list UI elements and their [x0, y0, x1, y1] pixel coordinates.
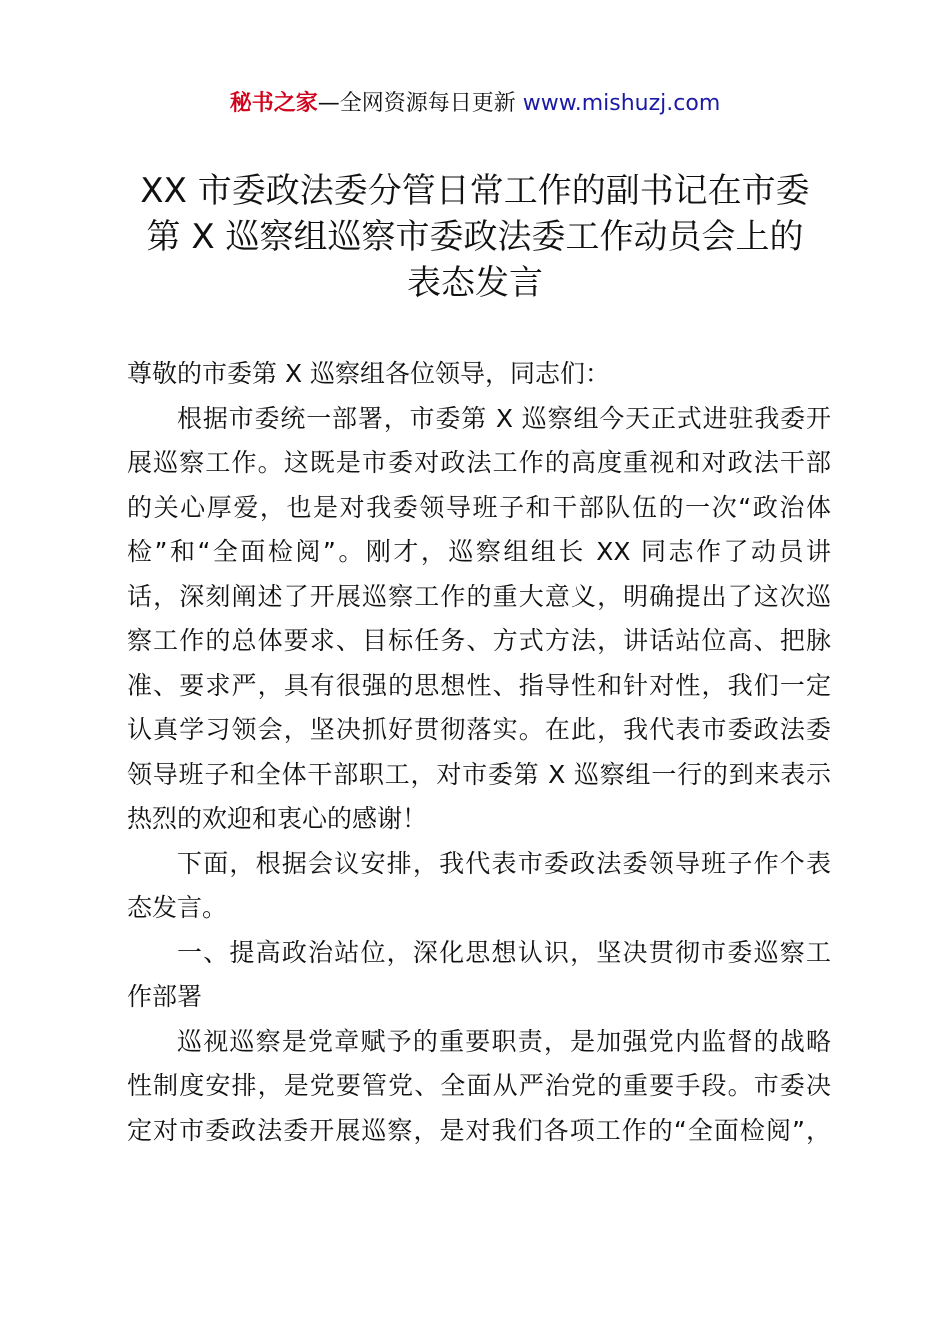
title-line: 表态发言	[407, 263, 543, 303]
paragraph-line: 定对市委政法委开展巡察，是对我们各项工作的“全面检阅”，	[127, 1115, 831, 1145]
paragraph-line: 性制度安排，是党要管党、全面从严治党的重要手段。市委决	[127, 1071, 831, 1100]
paragraph-line: 展巡察工作。这既是市委对政法工作的高度重视和对政法干部	[127, 448, 831, 477]
paragraph-line: 检”和“全面检阅”。刚才，巡察组组长 XX 同志作了动员讲	[127, 537, 831, 566]
document-title	[100, 168, 850, 306]
paragraph-line: 话，深刻阐述了开展巡察工作的重大意义，明确提出了这次巡	[127, 581, 831, 611]
title-line: XX 市委政法委分管日常工作的副书记在市委	[140, 171, 810, 211]
site-header	[0, 88, 950, 120]
salutation: 尊敬的市委第 X 巡察组各位领导，同志们：	[127, 359, 611, 388]
document-body	[127, 352, 831, 1153]
paragraph-line: 领导班子和全体干部职工，对市委第 X 巡察组一行的到来表示	[127, 759, 831, 789]
paragraph-line: 态发言。	[127, 893, 228, 922]
section-heading-line: 一、提高政治站位，深化思想认识，坚决贯彻市委巡察工	[177, 937, 831, 967]
paragraph-line: 下面，根据会议安排，我代表市委政法委领导班子作个表	[177, 848, 831, 878]
paragraph-line: 察工作的总体要求、目标任务、方式方法，讲话站位高、把脉	[127, 626, 831, 655]
paragraph-line: 热烈的欢迎和衷心的感谢！	[127, 804, 428, 833]
site-url-link[interactable]: www.mishuzj.com	[522, 91, 721, 116]
title-line: 第 X 巡察组巡察市委政法委工作动员会上的	[146, 217, 804, 257]
site-brand: 秘书之家	[229, 91, 318, 116]
paragraph-line: 的关心厚爱，也是对我委领导班子和干部队伍的一次“政治体	[127, 492, 831, 522]
site-tagline: —全网资源每日更新	[317, 91, 523, 116]
paragraph-line: 巡视巡察是党章赋予的重要职责，是加强党内监督的战略	[177, 1026, 831, 1056]
section-heading-line: 作部署	[127, 982, 203, 1011]
paragraph-line: 准、要求严，具有很强的思想性、指导性和针对性，我们一定	[127, 670, 831, 700]
paragraph-line: 根据市委统一部署，市委第 X 巡察组今天正式进驻我委开	[177, 403, 831, 433]
paragraph-line: 认真学习领会，坚决抓好贯彻落实。在此，我代表市委政法委	[127, 715, 831, 744]
